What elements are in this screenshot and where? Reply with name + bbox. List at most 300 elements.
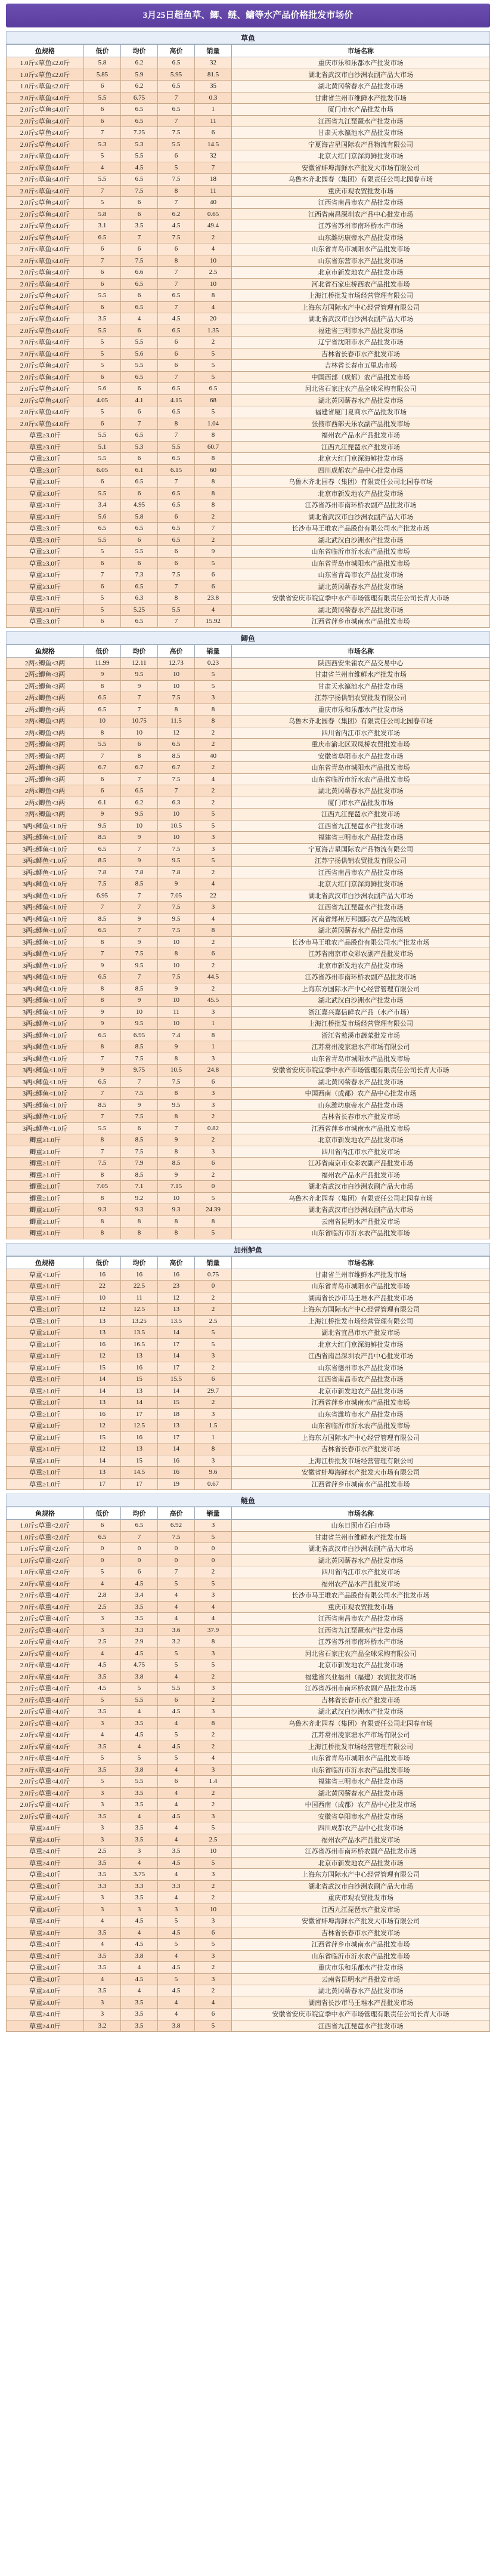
price-cell: 5.85 [84,69,121,81]
market-cell: 北京市新发地农产品批发市场 [232,1857,490,1869]
price-cell: 0 [195,1181,232,1193]
column-header: 高价 [158,644,195,657]
market-cell: 江苏宁扬供销农贸批发有限公司 [232,855,490,867]
price-cell: 4 [195,1997,232,2009]
price-cell: 7 [121,692,158,704]
market-cell: 山东省青岛市城阳水产品批发市场 [232,1053,490,1065]
price-cell: 7 [158,430,195,442]
price-cell: 81.5 [195,69,232,81]
price-cell: 16 [158,1455,195,1467]
price-cell: 4 [158,1787,195,1799]
spec-cell: 1.0斤≤草重<2.0斤 [7,1566,84,1578]
spec-cell: 草重≥3.0斤 [7,441,84,453]
spec-cell: 鲫重≥1.0斤 [7,1169,84,1181]
spec-cell: 2.0斤≤草重<4.0斤 [7,1753,84,1764]
price-cell: 0.65 [195,208,232,220]
price-cell: 4.5 [158,1706,195,1718]
table-row [7,616,490,628]
spec-cell: 鲫重≥1.0斤 [7,1215,84,1227]
price-cell: 4 [84,1729,121,1741]
market-cell: 北京大红门京深海鲜批发市场 [232,878,490,890]
price-cell: 0.67 [195,1478,232,1490]
market-cell: 山东省临沂市沂水农产品批发市场 [232,546,490,558]
spec-cell: 2.0斤≤草鱼≤4.0斤 [7,115,84,127]
section-heading: 草鱼 [6,31,490,44]
price-cell: 5.1 [84,441,121,453]
price-cell: 14 [121,1397,158,1409]
price-cell: 9 [121,936,158,948]
market-cell: 江西省南昌深圳农产品中心批发市场 [232,1350,490,1362]
table-row [7,127,490,139]
price-cell: 6 [195,948,232,960]
price-cell: 1.4 [195,1776,232,1788]
price-cell: 6.5 [121,115,158,127]
price-cell: 5 [195,1857,232,1869]
table-row [7,1880,490,1892]
price-cell: 8 [121,1227,158,1239]
price-cell: 5.5 [158,441,195,453]
table-row [7,1683,490,1695]
price-cell: 5 [195,809,232,820]
price-cell: 7.5 [121,1111,158,1123]
price-cell: 7 [158,1566,195,1578]
price-cell: 0.3 [195,92,232,104]
table-row [7,464,490,476]
table-row [7,1950,490,1962]
price-cell: 5 [195,1192,232,1204]
price-cell: 3 [195,1408,232,1420]
price-cell: 3 [84,1904,121,1915]
table-row [7,855,490,867]
table-row [7,2020,490,2032]
price-cell: 4 [158,1601,195,1613]
spec-cell: 草重≥3.0斤 [7,581,84,593]
table-row [7,809,490,820]
column-header: 市场名称 [232,1256,490,1269]
market-cell: 湖北黄冈蕲春水产品批发市场 [232,785,490,797]
price-cell: 7 [158,616,195,628]
price-cell: 5.5 [84,92,121,104]
price-cell: 10 [195,255,232,267]
price-cell: 6.95 [121,1029,158,1041]
spec-cell: 1.0斤≤草鱼≤2.0斤 [7,69,84,81]
price-cell: 9 [121,680,158,692]
price-cell: 4.5 [121,1973,158,1985]
spec-cell: 2两≤鲫鱼<3两 [7,773,84,785]
market-cell: 安徽省安庆市皖宜季中水产市场管理有限责任公司长青大市场 [232,2009,490,2020]
price-cell: 5 [158,1915,195,1927]
market-cell: 河北省石家庄农产品全球采购有限公司 [232,1648,490,1659]
price-cell: 15 [84,1432,121,1443]
price-cell: 10 [158,669,195,681]
spec-cell: 3两≤鲫鱼<1.0斤 [7,820,84,832]
price-cell: 3.2 [158,1636,195,1648]
market-cell: 甘肃省兰州市维鲜水产批发市场 [232,92,490,104]
price-cell: 3 [84,1892,121,1904]
market-cell: 四川省内江市水产批发市场 [232,1566,490,1578]
price-cell: 5 [195,360,232,372]
spec-cell: 2.0斤≤草鱼≤4.0斤 [7,197,84,209]
market-cell: 上海江桥批发市场经营管理有限公司 [232,1018,490,1030]
price-cell: 6 [84,301,121,313]
table-row [7,604,490,616]
spec-cell: 2.0斤≤草鱼≤4.0斤 [7,255,84,267]
price-cell: 13.5 [121,1327,158,1339]
spec-cell: 2.0斤≤草鱼≤4.0斤 [7,185,84,197]
table-row [7,418,490,430]
price-cell: 3.5 [84,1950,121,1962]
price-cell: 10 [84,715,121,727]
price-cell: 2 [195,936,232,948]
price-cell: 9.3 [121,1204,158,1216]
market-cell: 湖北省武汉市白沙洲农副产品大市场 [232,69,490,81]
price-cell: 3.1 [84,220,121,232]
price-cell: 6.5 [158,325,195,337]
price-cell: 2 [195,232,232,243]
price-cell: 6.2 [121,81,158,92]
table-row [7,1601,490,1613]
market-cell: 江苏省苏州市南环桥农副产品批发市场 [232,1683,490,1695]
price-cell: 6 [158,348,195,360]
price-cell: 16 [121,1269,158,1281]
price-cell: 12 [158,727,195,739]
table-row [7,669,490,681]
price-cell: 8 [158,1146,195,1158]
spec-cell: 2.0斤≤草重<4.0斤 [7,1787,84,1799]
market-cell: 陕西西安朱雀农产品交易中心 [232,657,490,669]
price-cell: 6 [121,534,158,546]
table-row [7,1397,490,1409]
market-cell: 湖北省武汉市白沙洲农副产品大市场 [232,890,490,902]
table-row [7,1846,490,1858]
market-cell: 山东省临沂市沂水农产品批发市场 [232,1764,490,1776]
table-row [7,680,490,692]
price-cell: 8 [158,1215,195,1227]
table-row [7,762,490,774]
price-cell: 12 [158,1292,195,1304]
spec-cell: 2.0斤≤草重<4.0斤 [7,1729,84,1741]
market-cell: 重庆市乐和乐都水产批发市场 [232,1962,490,1974]
price-cell: 17 [158,1338,195,1350]
column-header: 高价 [158,45,195,57]
price-cell: 3 [195,902,232,914]
market-cell: 福建省厦门夏商水产品批发市场 [232,406,490,418]
price-cell: 6 [121,1122,158,1134]
table-row [7,453,490,465]
price-cell: 8 [195,430,232,442]
price-cell: 6 [158,511,195,523]
price-cell: 40 [195,197,232,209]
price-cell: 8.5 [121,1134,158,1146]
price-cell: 3 [84,1997,121,2009]
market-cell: 张掖市西部天乐农副产品批发市场 [232,418,490,430]
price-cell: 8 [195,488,232,499]
price-cell: 2 [195,511,232,523]
price-cell: 6 [158,337,195,348]
price-cell: 6 [121,243,158,255]
table-row [7,692,490,704]
price-cell: 8.5 [84,832,121,844]
spec-cell: 2.0斤≤草重<4.0斤 [7,1694,84,1706]
table-row [7,92,490,104]
market-cell: 辽宁省沈阳市水产品批发市场 [232,337,490,348]
price-cell: 8 [195,453,232,465]
spec-cell: 鲫重≥1.0斤 [7,1158,84,1170]
table-row [7,488,490,499]
market-cell: 湖北黄冈蕲春水产品批发市场 [232,1985,490,1997]
price-cell: 5 [195,1327,232,1339]
price-cell: 8.5 [84,913,121,925]
price-cell: 2 [195,727,232,739]
spec-cell: 2两≤鲫鱼<3两 [7,715,84,727]
price-cell: 6 [158,546,195,558]
price-cell: 4.15 [158,394,195,406]
market-cell: 厦门市水产品批发市场 [232,104,490,116]
price-cell: 4.5 [158,1962,195,1974]
table-row [7,1822,490,1834]
price-cell: 6 [121,488,158,499]
price-cell: 11 [158,1006,195,1018]
spec-cell: 2.0斤≤草重<4.0斤 [7,1764,84,1776]
price-cell: 2 [195,1134,232,1146]
market-cell: 江西省南昌市农产品批发市场 [232,197,490,209]
price-cell: 9.5 [84,820,121,832]
market-cell: 湖北省武汉市白沙洲农副产品大市场 [232,1880,490,1892]
price-cell: 4.5 [158,1927,195,1939]
market-cell: 重庆市乐和乐都水产批发市场 [232,57,490,69]
table-row [7,1810,490,1822]
price-cell: 8.5 [158,750,195,762]
table-row [7,1520,490,1532]
price-cell: 6 [121,1566,158,1578]
spec-cell: 草重≥4.0斤 [7,1880,84,1892]
price-cell: 6 [121,557,158,569]
market-cell: 上海江桥批发市场经营管理有限公司 [232,1455,490,1467]
price-cell: 9 [84,809,121,820]
price-cell: 3.8 [121,1764,158,1776]
price-cell: 2 [195,1292,232,1304]
market-cell: 四川省内江市水产批发市场 [232,727,490,739]
spec-cell: 2.0斤≤草鱼≤4.0斤 [7,104,84,116]
spec-cell: 草重≥4.0斤 [7,1950,84,1962]
market-cell: 吉林省长春市五里店市场 [232,360,490,372]
table-row [7,511,490,523]
market-cell: 福州农产品水产品批发市场 [232,430,490,442]
price-cell: 6.2 [121,57,158,69]
price-cell: 6.5 [121,278,158,290]
market-cell: 山东省临沂市沂水农产品批发市场 [232,1227,490,1239]
spec-cell: 草重≥3.0斤 [7,604,84,616]
price-cell: 3 [195,1146,232,1158]
table-row [7,593,490,604]
price-cell: 5 [158,1939,195,1951]
price-cell: 3 [195,832,232,844]
column-header: 鱼规格 [7,1256,84,1269]
price-cell: 8 [121,750,158,762]
price-table [6,1256,490,1491]
spec-cell: 鲫重≥1.0斤 [7,1204,84,1216]
spec-cell: 2.0斤≤草鱼≤4.0斤 [7,232,84,243]
table-row [7,1018,490,1030]
price-cell: 7.5 [158,902,195,914]
market-cell: 安徽省阜阳市水产品批发市场 [232,750,490,762]
price-cell: 9 [121,995,158,1007]
price-cell: 1 [195,1041,232,1053]
column-header: 均价 [121,644,158,657]
price-cell: 18 [158,1408,195,1420]
spec-cell: 3两≤鲫鱼<1.0斤 [7,1041,84,1053]
price-cell: 9 [158,1041,195,1053]
market-cell: 长沙市马王堆农产品股份有限公司水产批发市场 [232,523,490,535]
spec-cell: 3两≤鲫鱼<1.0斤 [7,1065,84,1076]
price-cell: 5.5 [158,138,195,150]
price-cell: 3 [195,1810,232,1822]
market-cell: 云南省昆明水产品批发市场 [232,1973,490,1985]
price-cell: 16 [121,1432,158,1443]
price-cell: 4 [158,1997,195,2009]
spec-cell: 2.0斤≤草重<4.0斤 [7,1578,84,1590]
column-header: 高价 [158,1256,195,1269]
spec-cell: 草重≥4.0斤 [7,1846,84,1858]
market-cell: 湖北黄冈蕲春水产品批发市场 [232,81,490,92]
price-cell: 7 [158,785,195,797]
price-cell: 7.9 [121,1158,158,1170]
price-cell: 10 [195,278,232,290]
price-cell: 14 [84,1385,121,1397]
price-cell: 3 [195,1006,232,1018]
price-cell: 6 [84,785,121,797]
price-cell: 5 [84,593,121,604]
spec-cell: 2.0斤≤草重<4.0斤 [7,1613,84,1625]
table-row [7,750,490,762]
spec-cell: 草重≥4.0斤 [7,1869,84,1881]
spec-cell: 2.0斤≤草鱼≤4.0斤 [7,394,84,406]
price-cell: 13 [84,1467,121,1479]
price-cell: 3 [195,1520,232,1532]
table-row [7,1554,490,1566]
price-cell: 5 [84,348,121,360]
spec-cell: 草重≥1.0斤 [7,1420,84,1432]
spec-cell: 鲫重≥1.0斤 [7,1134,84,1146]
price-cell: 3.8 [121,1671,158,1683]
spec-cell: 2.0斤≤草鱼≤4.0斤 [7,138,84,150]
table-row [7,337,490,348]
column-header: 市场名称 [232,45,490,57]
table-row [7,1694,490,1706]
price-cell: 0 [158,1543,195,1555]
price-cell: 22 [84,1281,121,1292]
price-cell: 6 [84,616,121,628]
price-cell: 5 [158,1659,195,1671]
price-cell: 9 [121,832,158,844]
spec-cell: 2两≤鲫鱼<3两 [7,739,84,751]
price-cell: 7 [121,890,158,902]
market-cell: 江西省南昌市农产品批发市场 [232,866,490,878]
price-cell: 5 [84,1566,121,1578]
price-cell: 9.5 [121,669,158,681]
table-row [7,1006,490,1018]
price-cell: 2 [195,1694,232,1706]
spec-cell: 3两≤鲫鱼<1.0斤 [7,878,84,890]
price-cell: 3.4 [121,1590,158,1602]
price-cell: 3 [158,1904,195,1915]
market-cell: 江苏常州凌家塘水产市场有限公司 [232,1729,490,1741]
price-cell: 17 [121,1478,158,1490]
price-cell: 9 [121,855,158,867]
price-cell: 6 [158,1776,195,1788]
table-row [7,360,490,372]
price-cell: 7.8 [121,866,158,878]
price-cell: 3.5 [121,1799,158,1811]
spec-cell: 草重≥1.0斤 [7,1385,84,1397]
market-cell: 河南省郑州万邦国际农产品物流城 [232,913,490,925]
price-cell: 17 [158,1362,195,1374]
price-cell: 4.5 [121,1939,158,1951]
price-cell: 9 [158,878,195,890]
price-cell: 12.5 [121,1304,158,1316]
spec-cell: 2.0斤≤草鱼≤4.0斤 [7,174,84,186]
price-cell: 2.5 [195,1315,232,1327]
market-cell: 山东潍坊康帝水产品批发市场 [232,1099,490,1111]
price-cell: 11 [121,1292,158,1304]
market-cell: 北京大红门京深海鲜批发市场 [232,453,490,465]
price-cell: 6 [121,383,158,395]
table-row [7,913,490,925]
market-cell: 上海东方国际水产中心经营管理有限公司 [232,1869,490,1881]
price-cell: 0.75 [195,1269,232,1281]
column-header: 低价 [84,1507,121,1520]
price-cell: 5.8 [84,208,121,220]
table-row [7,1915,490,1927]
price-cell: 4.75 [121,1659,158,1671]
price-cell: 6 [158,243,195,255]
price-cell: 6 [84,773,121,785]
price-cell: 3.3 [121,1624,158,1636]
price-cell: 0 [158,1554,195,1566]
price-cell: 5.5 [84,1122,121,1134]
table-row [7,1099,490,1111]
price-cell: 5.6 [84,383,121,395]
price-cell: 14 [158,1443,195,1455]
price-cell: 3.5 [121,1601,158,1613]
price-cell: 3 [195,1973,232,1985]
spec-cell: 草重≥1.0斤 [7,1362,84,1374]
price-cell: 6 [195,581,232,593]
column-header: 均价 [121,45,158,57]
price-cell: 17 [84,1478,121,1490]
price-cell: 2.9 [121,1636,158,1648]
price-cell: 24.39 [195,1204,232,1216]
table-row [7,1892,490,1904]
spec-cell: 2.0斤≤草重<4.0斤 [7,1776,84,1788]
spec-cell: 草重≥1.0斤 [7,1327,84,1339]
price-cell: 6 [195,569,232,581]
price-cell: 3.5 [121,1997,158,2009]
table-row [7,1764,490,1776]
table-row [7,1420,490,1432]
price-cell: 5.6 [121,348,158,360]
price-cell: 3.2 [84,2020,121,2032]
price-table [6,1507,490,2032]
price-cell: 5 [195,348,232,360]
price-cell: 7 [121,843,158,855]
table-row [7,81,490,92]
price-cell: 5.5 [84,739,121,751]
spec-cell: 3两≤鲫鱼<1.0斤 [7,1076,84,1088]
spec-cell: 3两≤鲫鱼<1.0斤 [7,983,84,995]
price-cell: 3.5 [84,1764,121,1776]
spec-cell: 2两≤鲫鱼<3两 [7,750,84,762]
